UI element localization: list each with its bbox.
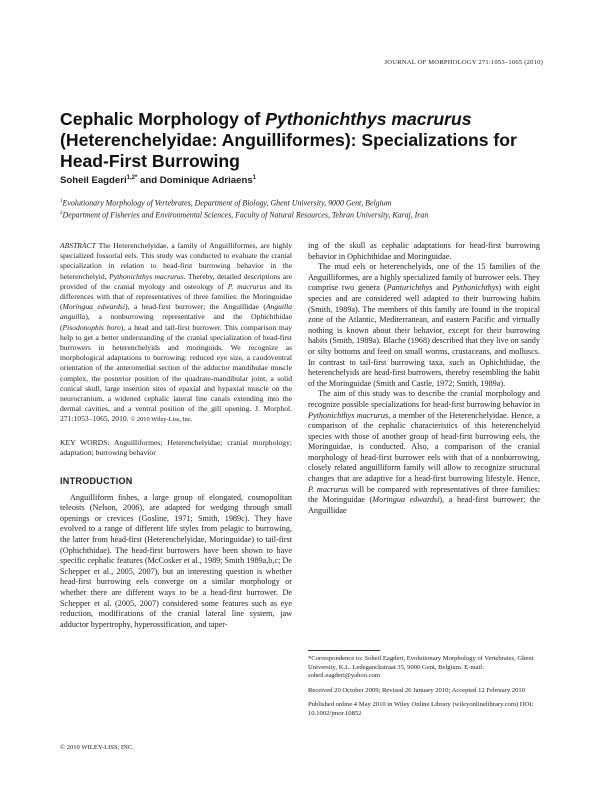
right-column bbox=[308, 241, 540, 516]
abstract-species: Pisodonophis boro bbox=[62, 322, 121, 332]
abstract-copyright: © 2010 Wiley-Liss, Inc. bbox=[130, 416, 193, 424]
keywords-text: Anguilliformes; Heterenchelyidae; cranial morphology; adaptation; burrowing behavior bbox=[60, 437, 293, 457]
author-1-affil: 1,2 bbox=[126, 175, 135, 181]
affiliation-1-sup: 1 bbox=[60, 199, 63, 204]
author-list bbox=[60, 175, 256, 186]
affiliation-2-text: Department of Fisheries and Environmental Sciences, Faculty of Natural Resources, Tehran University, Karaj, Iran bbox=[62, 210, 429, 220]
introduction-heading: INTRODUCTION bbox=[60, 476, 133, 487]
paragraph-text: and bbox=[432, 283, 453, 293]
abstract-species: P. macrurus bbox=[227, 281, 267, 291]
abstract-species: Pythonichthys macrurus bbox=[109, 271, 184, 281]
title-species: Pythonichthys macrurus bbox=[265, 109, 472, 129]
affiliation-1-text: Evolutionary Morphology of Vertebrates, Department of Biology, Ghent University, 9000 Gent, Belgium bbox=[62, 198, 392, 208]
correspondence-note: *Correspondence to: Soheil Eagderi, Evolutionary Morphology of Vertebrates, Ghent University, K.L. Ledeganckstraat 35, 9000 Gent, Belgium. E-mail: soheil.eagderi@yahoo.com bbox=[308, 655, 534, 680]
footnotes bbox=[308, 650, 540, 725]
species-name: Moringua edwardsi bbox=[372, 495, 440, 505]
abstract-species: Moringua edwardsi bbox=[62, 302, 125, 312]
paragraph-text: The aim of this study was to describe the cranial morphology and recognize possible specializations for head-first burrowing behavior in bbox=[308, 389, 540, 409]
introduction-paragraph: Anguilliform fishes, a large group of elongated, cosmopolitan teleosts (Nelson, 2006), are adapted for wedging through small openings or crevices (Gosline, 1971; Smith, 1989c). They have evolved to a range of different life styles from pelagic to burrowing, the latter from head-first (Heterenchelyidae, Moringuidae) to tail-first (Ophichthidae). The head-first burrowers have been shown to have specific cephalic features (McCosker et al., 1989; Smith 1989a,b,c; De Schepper et al., 2005, 2007), but an interesting question is whether head-first burrowing eels converge on a similar morphology or whether there are different ways to be a head-first burrower. De Schepper et al. (2005, 2007) considered some features such as eye reduction, modifications of the cranial lateral line system, jaw adductor hypertrophy, hyperossification, and taper- bbox=[60, 492, 292, 629]
genus-name: Pythonichthys bbox=[452, 283, 499, 293]
abstract-text: . Thereby, detailed descriptions are provided of the cranial myology and osteology of bbox=[60, 271, 293, 291]
abstract-text: and its differences with that of representatives of three families: the Moringuidae ( bbox=[60, 281, 292, 312]
paragraph-text: , a member of the Heterenchelyidae. Hence, a comparison of the cephalic characteristics of this heterenchelyid species with those of another group of head-first burrowing eels, the Moringuidae, is conducted. Also, a comparison of the cranial morphology of head-first burrower eels with that of a nonburrowing, closely related anguilliform family will allow to recognize structural changes that are adaptive for a head-first burrowing lifestyle. Hence, bbox=[308, 410, 540, 484]
journal-header: JOURNAL OF MORPHOLOGY 271:1053–1065 (2010) bbox=[384, 59, 543, 66]
paragraph-text: ) with eight species and are considered well adapted to their burrowing habits (Smith, 1989a). The members of this family are found in the tropical zone of the Atlantic, Mediterranean, and eastern Pacific and virtually nothing is known about their behavior, except for their burrowing habits (Smith, 1989a). Blache (1968) described that they live on sandy or silty bottoms and feed on small worms, crustaceans, and molluscs. In contrast to tail-first burrowing taxa, such as Ophichthidae, the heterenchelyids are head-first burrowers, thereby resembling the habit of the Moringuidae (Smith and Castle, 1972; Smith, 1989a). bbox=[308, 283, 540, 388]
author-1: Soheil Eagderi bbox=[60, 175, 127, 187]
published-note: Published online 4 May 2010 in Wiley Online Library (wileyonlinelibrary.com) DOI: 10.1002/jmor.10852 bbox=[308, 701, 534, 717]
paragraph-continuation: ing of the skull as cephalic adaptations for head-first burrowing behavior in Ophichthidae and Moringuidae. bbox=[308, 241, 540, 261]
paragraph-text: ), a head-first burrower; the Anguillidae bbox=[308, 495, 540, 515]
footnote-rule bbox=[308, 650, 380, 651]
species-name: P. macrurus bbox=[308, 484, 349, 494]
abstract-species: Anguilla anguilla bbox=[60, 302, 293, 322]
keywords bbox=[60, 438, 292, 458]
author-2-affil: 1 bbox=[252, 175, 257, 181]
abstract-text: The Heterenchelyidae, a family of Anguilliformes, are highly specialized fossorial eels. This study was conducted to evaluate the cranial specialization in relation to head-first burrowing behavior in the heterenchelyid, bbox=[60, 241, 292, 281]
author-joiner: and bbox=[137, 175, 160, 187]
page-copyright: © 2010 WILEY-LISS, INC. bbox=[60, 744, 134, 751]
title-suffix: (Heterenchelyidae: Anguilliformes): Specializations for Head-First Burrowing bbox=[60, 130, 517, 171]
left-column bbox=[60, 241, 292, 630]
received-note: Received 20 October 2009; Revised 26 January 2010; Accepted 12 February 2010 bbox=[308, 686, 525, 694]
paragraph-aim bbox=[308, 389, 540, 516]
title-prefix: Cephalic Morphology of bbox=[60, 109, 266, 129]
genus-name: Panturichthys bbox=[386, 283, 433, 293]
affiliation-2 bbox=[60, 209, 550, 221]
abstract bbox=[60, 241, 292, 426]
author-2: Dominique Adriaens bbox=[159, 175, 253, 187]
affiliation-2-sup: 2 bbox=[60, 211, 63, 217]
abstract-text: ), a head-first burrower; the Anguillidae ( bbox=[124, 302, 266, 312]
paragraph-text: The mud eels or heterenchelyids, one of the 15 families of the Anguilliformes, are a highly specialized family of burrower eels. They comprise two genera ( bbox=[308, 262, 540, 293]
article-title bbox=[60, 109, 550, 172]
corresponding-mark: * bbox=[135, 175, 138, 181]
paragraph-text: will be compared with representatives of three families: the Moringuidae ( bbox=[308, 484, 540, 505]
keywords-label: KEY WORDS: bbox=[60, 437, 110, 447]
abstract-text: ), a nonburrowing representative and the Ophichthidae ( bbox=[60, 312, 292, 332]
paragraph-mud-eels bbox=[308, 262, 540, 389]
abstract-label: ABSTRACT bbox=[60, 241, 96, 250]
abstract-text: ), a head and tail-first burrower. This comparison may help to get a better understanding of the cranial specialization of head-first burrowers in heterenchelyids and moringuids. We recognize as morphological adaptations to burrowing: reduced eye size, a caudoventral orientation of the anteromedial section of the adductor mandibulae muscle complex, the posterior position of the quadrate-mandibular joint, a solid conical skull, large insertion sites of epaxial and hypaxial muscle on the neurocranium, a widened cephalic lateral line canals extending into the dermal cavities, and a ventral position of the gill opening. J. Morphol. 271:1053–1065, 2010. bbox=[60, 322, 293, 424]
affiliation-1 bbox=[60, 197, 550, 209]
species-name: Pythonichthys macrurus bbox=[308, 410, 389, 420]
affiliations bbox=[60, 197, 550, 221]
